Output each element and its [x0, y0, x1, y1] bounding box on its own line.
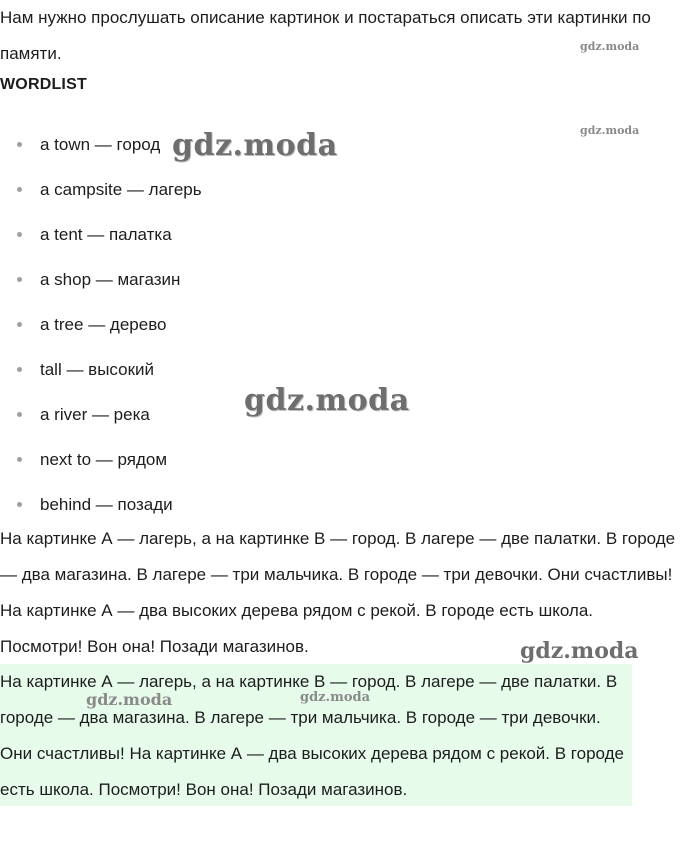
- wordlist-item-text: a shop — магазин: [40, 270, 181, 289]
- wordlist-item-text: a river — река: [40, 405, 150, 424]
- bullet-icon: [17, 277, 22, 282]
- watermark-logo: gdz.moda: [300, 690, 371, 705]
- bullet-icon: [17, 322, 22, 327]
- bullet-icon: [17, 142, 22, 147]
- wordlist-item-text: a town — город: [40, 135, 161, 154]
- wordlist-item: [0, 122, 202, 167]
- bullet-icon: [17, 502, 22, 507]
- wordlist-item: [0, 167, 202, 212]
- watermark-logo: gdz.moda: [580, 124, 640, 137]
- wordlist-item: [0, 302, 202, 347]
- wordlist: [0, 122, 202, 527]
- bullet-icon: [17, 412, 22, 417]
- watermark-logo: gdz.moda: [172, 128, 338, 163]
- wordlist-item: [0, 437, 202, 482]
- answer-box: На картинке А — лагерь, а на картинке В — город. В лагере — две палатки. В городе — два магазина. В лагере — три мальчика. В городе — три девочки. Они счастливы! На картинке А — два высоких дерева рядом с рекой. В городе есть школа. Посмотри! Вон она! Позади магазинов.: [0, 664, 632, 806]
- wordlist-item-text: next to — рядом: [40, 450, 168, 469]
- wordlist-item-text: a tent — палатка: [40, 225, 172, 244]
- wordlist-item: [0, 392, 202, 437]
- wordlist-item-text: a campsite — лагерь: [40, 180, 202, 199]
- watermark-logo: gdz.moda: [520, 638, 639, 664]
- wordlist-item: [0, 347, 202, 392]
- wordlist-item: [0, 257, 202, 302]
- wordlist-item: [0, 212, 202, 257]
- watermark-logo: gdz.moda: [244, 383, 410, 418]
- bullet-icon: [17, 187, 22, 192]
- wordlist-item-text: behind — позади: [40, 495, 173, 514]
- intro-text: Нам нужно прослушать описание картинок и постараться описать эти картинки по памяти.: [0, 8, 651, 63]
- bullet-icon: [17, 367, 22, 372]
- bullet-icon: [17, 232, 22, 237]
- wordlist-heading: WORDLIST: [0, 76, 87, 93]
- wordlist-item-text: a tree — дерево: [40, 315, 167, 334]
- bullet-icon: [17, 457, 22, 462]
- watermark-logo: gdz.moda: [580, 40, 640, 53]
- description-paragraph: На картинке А — лагерь, а на картинке В — город. В лагере — две палатки. В городе — два магазина. В лагере — три мальчика. В городе — три девочки. Они счастливы! На картинке А — два высоких дерева рядом с рекой. В городе есть школа. Посмотри! Вон она! Позади магазинов.: [0, 529, 676, 656]
- watermark-logo: gdz.moda: [86, 690, 173, 709]
- wordlist-item-text: tall — высокий: [40, 360, 155, 379]
